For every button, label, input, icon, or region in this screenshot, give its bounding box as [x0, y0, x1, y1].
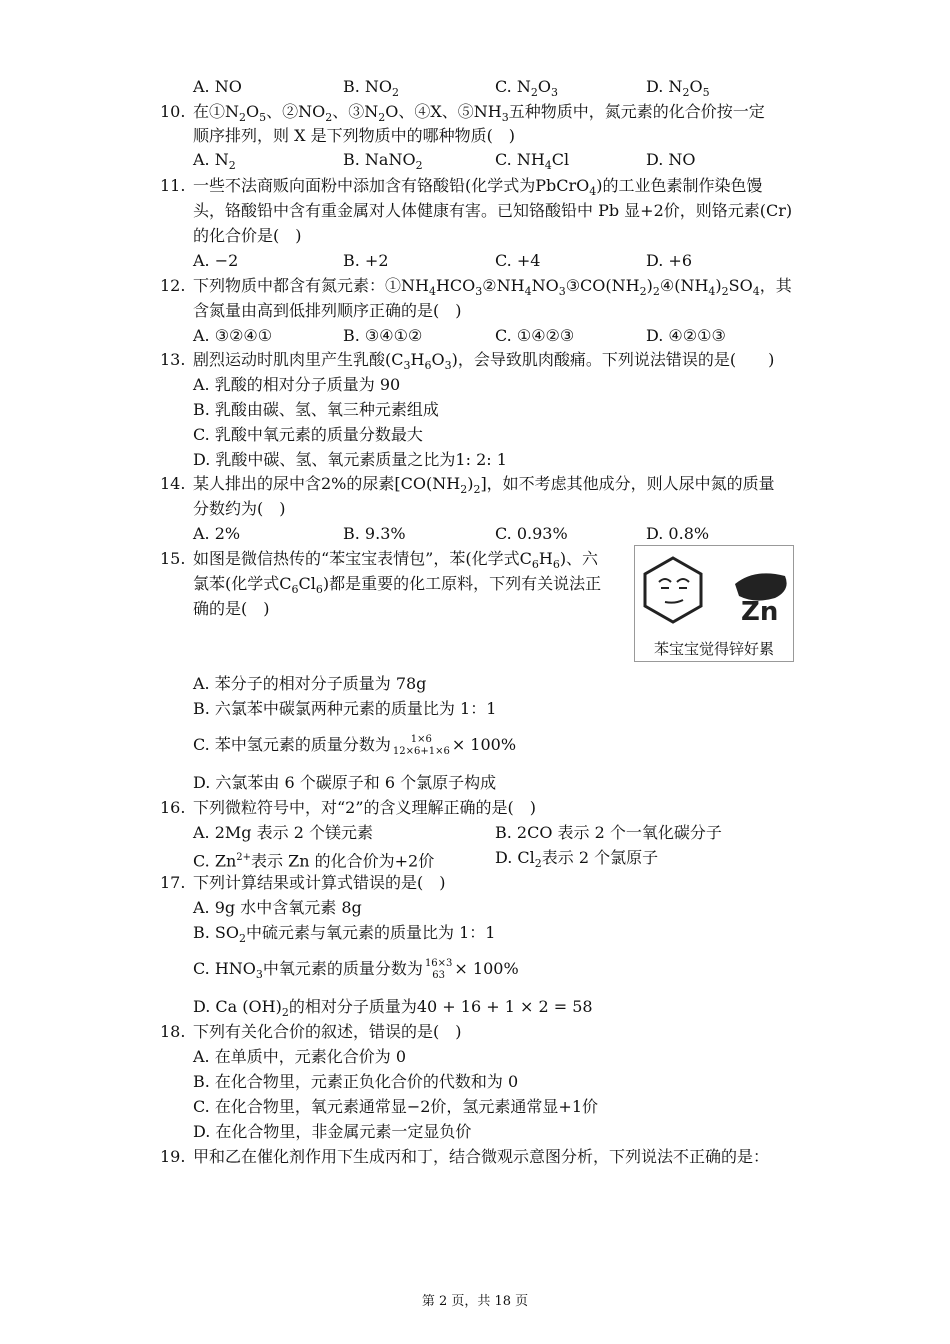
- option-c: C. ①④②③: [495, 326, 575, 345]
- fraction: 16×3 63: [424, 957, 453, 981]
- option-a: A. 苯分子的相对分子质量为 78g: [193, 674, 427, 693]
- option-b: B. $NO_2$: [343, 77, 400, 99]
- option-c: C. 苯中氢元素的质量分数为 1×6 12×6+1×6 × 100%: [193, 733, 517, 757]
- option-b: B. ③④①②: [343, 326, 423, 345]
- question-text: 顺序排列，则 X 是下列物质中的哪种物质( ): [193, 126, 516, 145]
- question-text: 下列物质中都含有氮元素：$①NH_4HCO_3②NH_4NO_3③CO(NH_2)_2④(NH_4)_2SO_4$，其: [193, 276, 792, 298]
- option-c: C. 0.93%: [495, 524, 568, 543]
- page-footer: 第 2 页，共 18 页: [421, 1294, 529, 1309]
- image-caption: 苯宝宝觉得锌好累: [653, 640, 774, 658]
- option-b: B. $SO_2$中硫元素与氧元素的质量比为 1：1: [193, 923, 496, 945]
- option-c: C. +4: [495, 251, 541, 270]
- benzene-face-icon: [635, 546, 793, 638]
- question-number: 13.: [160, 350, 186, 369]
- option-a: A. −2: [193, 251, 239, 270]
- question-text: 下列计算结果或计算式错误的是( ): [193, 873, 446, 892]
- question-number: 18.: [160, 1022, 186, 1041]
- option-d: D. $Cl_2$表示 2 个氯原子: [495, 848, 659, 870]
- option-a: A. ③②④①: [193, 326, 273, 345]
- option-a: A. NO: [193, 77, 242, 96]
- option-d: D. 六氯苯由 6 个碳原子和 6 个氯原子构成: [193, 773, 497, 792]
- option-a: A. 2Mg 表示 2 个镁元素: [193, 823, 373, 842]
- option-c: C. $NH_4Cl$: [495, 150, 570, 172]
- question-number: 11.: [160, 176, 186, 195]
- question-text: 一些不法商贩向面粉中添加含有铬酸铅(化学式为PbCrO$_4$)的工业色素制作染色馒: [193, 176, 763, 198]
- option-a: A. 乳酸的相对分子质量为 90: [193, 375, 401, 394]
- option-a: A. 9g 水中含氧元素 8g: [193, 898, 362, 917]
- option-b: B. 2CO 表示 2 个一氧化碳分子: [495, 823, 722, 842]
- zn-label: Zn: [741, 597, 779, 627]
- option-c: C. $HNO_3$中氧元素的质量分数为 16×3 63 × 100%: [193, 957, 519, 981]
- question-text: 分数约为( ): [193, 499, 286, 518]
- option-b: B. 六氯苯中碳氯两种元素的质量比为 1：1: [193, 699, 497, 718]
- question-text: 含氮量由高到低排列顺序正确的是( ): [193, 301, 462, 320]
- question-text: 在$①N_2O_5$、$②NO_2$、$③N_2O$、④X、$⑤NH_3$五种物质中，氮元素的化合价按一定: [193, 102, 765, 124]
- option-a: A. 在单质中，元素化合价为 0: [193, 1047, 406, 1066]
- option-d: D. $N_2O_5$: [646, 77, 710, 99]
- option-b: B. 在化合物里，元素正负化合价的代数和为 0: [193, 1072, 519, 1091]
- option-b: B. 乳酸由碳、氢、氧三种元素组成: [193, 400, 439, 419]
- question-text: 剧烈运动时肌肉里产生乳酸$(C_3H_6O_3)$，会导致肌肉酸痛。下列说法错误的是( ): [193, 350, 775, 372]
- question-text: 甲和乙在催化剂作用下生成丙和丁，结合微观示意图分析，下列说法不正确的是：: [193, 1147, 770, 1166]
- benzene-meme-image: [634, 545, 794, 662]
- question-number: 15.: [160, 549, 186, 568]
- option-d: D. +6: [646, 251, 693, 270]
- fraction: 1×6 12×6+1×6: [392, 733, 450, 757]
- question-number: 10.: [160, 102, 186, 121]
- option-d: D. ④②①③: [646, 326, 726, 345]
- option-c: C. $N_2O_3$: [495, 77, 558, 99]
- question-text: 下列微粒符号中，对“2”的含义理解正确的是( ): [193, 798, 537, 817]
- option-c: C. 乳酸中氧元素的质量分数最大: [193, 425, 423, 444]
- question-number: 14.: [160, 474, 186, 493]
- question-text: 下列有关化合价的叙述，错误的是( ): [193, 1022, 462, 1041]
- option-b: B. +2: [343, 251, 389, 270]
- option-a: A. $N_2$: [193, 150, 236, 172]
- option-b: B. NaNO$_2$: [343, 150, 423, 172]
- question-number: 17.: [160, 873, 186, 892]
- option-d: D. NO: [646, 150, 696, 169]
- option-d: D. 0.8%: [646, 524, 710, 543]
- option-c: C. 在化合物里，氧元素通常显−2价，氢元素通常显+1价: [193, 1097, 599, 1116]
- option-a: A. 2%: [193, 524, 241, 543]
- option-b: B. 9.3%: [343, 524, 406, 543]
- question-text: 氯苯(化学式$C_6Cl_6$)都是重要的化工原料，下列有关说法正: [193, 574, 602, 596]
- option-d: D. Ca $(OH)_2$的相对分子质量为40 + 16 + 1 × 2 = 58: [193, 997, 593, 1019]
- question-text: 头，铬酸铅中含有重金属对人体健康有害。已知铬酸铅中 Pb 显+2价，则铬元素(Cr): [193, 201, 793, 220]
- question-text: 某人排出的尿中含2%的尿素$[CO(NH_2)_2]$，如不考虑其他成分，则人尿中氮的质量: [193, 474, 775, 496]
- question-text: 确的是( ): [193, 599, 270, 618]
- question-text: 的化合价是( ): [193, 226, 302, 245]
- question-number: 16.: [160, 798, 186, 817]
- question-number: 12.: [160, 276, 186, 295]
- question-text: 如图是微信热传的“苯宝宝表情包”，苯(化学式$C_6H_6$)、六: [193, 549, 599, 571]
- option-d: D. 在化合物里，非金属元素一定显负价: [193, 1122, 472, 1141]
- question-number: 19.: [160, 1147, 186, 1166]
- option-d: D. 乳酸中碳、氢、氧元素质量之比为1: 2: 1: [193, 450, 507, 469]
- option-c: C. $Zn^{2+}$表示 Zn 的化合价为+2价: [193, 851, 435, 871]
